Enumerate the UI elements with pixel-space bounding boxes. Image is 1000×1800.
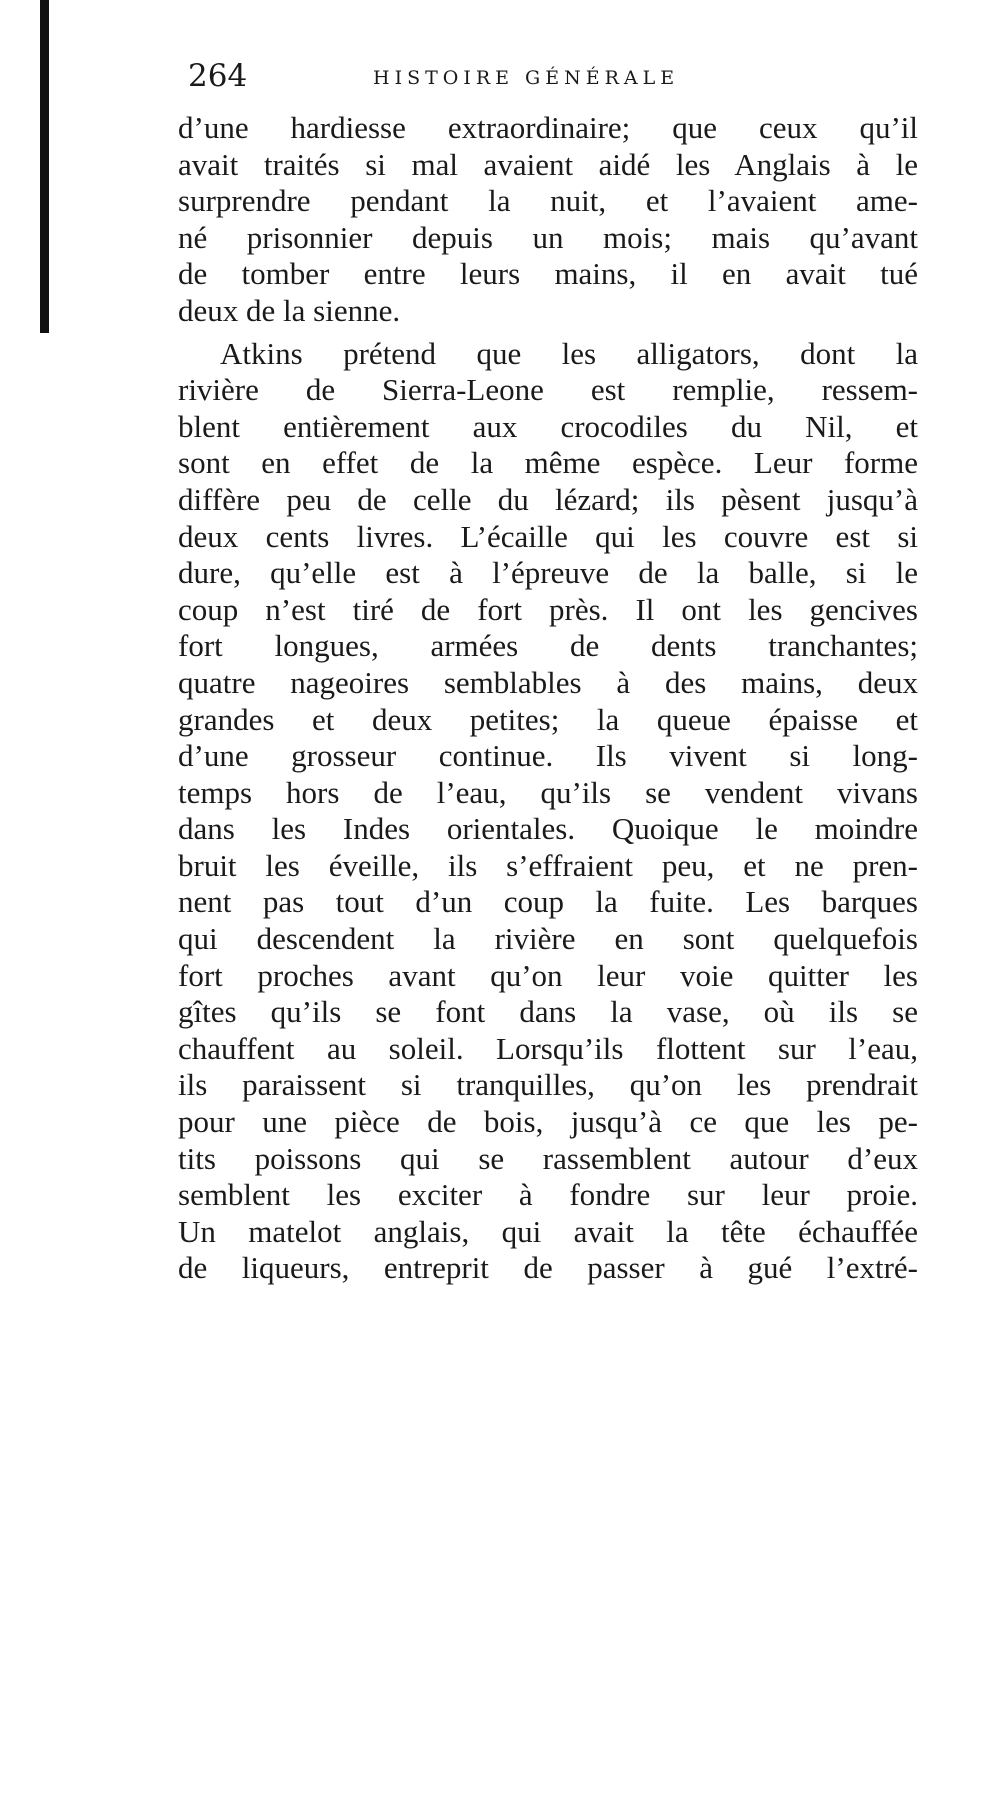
paragraph — [178, 336, 918, 1287]
text-line: quatre nageoires semblables à des mains, deux — [178, 664, 918, 700]
text-line: surprendre pendant la nuit, et l’avaient ame- — [178, 183, 918, 219]
running-head — [188, 58, 928, 98]
text-line: grandes et deux petites; la queue épaisse et — [178, 701, 918, 737]
text-line: chauffent au soleil. Lorsqu’ils flottent sur l’eau, — [178, 1030, 918, 1066]
text-line: ils paraissent si tranquilles, qu’on les prendrait — [178, 1067, 918, 1103]
text-line: diffère peu de celle du lézard; ils pèsent jusqu’à — [178, 481, 918, 517]
text-line: né prisonnier depuis un mois; mais qu’avant — [178, 219, 918, 255]
text-line: gîtes qu’ils se font dans la vase, où ils se — [178, 994, 918, 1030]
text-line: deux de la sienne. — [178, 292, 401, 328]
text-line: dure, qu’elle est à l’épreuve de la balle, si le — [178, 555, 918, 591]
text-line: Atkins prétend que les alligators, dont la — [220, 335, 918, 371]
text-line: coup n’est tiré de fort près. Il ont les gencives — [178, 591, 918, 627]
text-line: nent pas tout d’un coup la fuite. Les barques — [178, 884, 918, 920]
text-line: d’une grosseur continue. Ils vivent si long- — [178, 738, 918, 774]
text-line: avait traités si mal avaient aidé les Anglais à le — [178, 146, 918, 182]
text-line: Un matelot anglais, qui avait la tête échauffée — [178, 1213, 918, 1249]
running-title: HISTOIRE GÉNÉRALE — [373, 67, 680, 89]
binding-edge-shadow — [40, 0, 49, 333]
text-line: sont en effet de la même espèce. Leur forme — [178, 445, 918, 481]
text-line: temps hors de l’eau, qu’ils se vendent vivans — [178, 774, 918, 810]
text-line: qui descendent la rivière en sont quelquefois — [178, 921, 918, 957]
paragraph — [178, 110, 918, 330]
text-line: dans les Indes orientales. Quoique le moindre — [178, 811, 918, 847]
text-line: deux cents livres. L’écaille qui les couvre est si — [178, 518, 918, 554]
page-number: 264 — [188, 58, 248, 94]
text-line: bruit les éveille, ils s’effraient peu, et ne pren- — [178, 847, 918, 883]
text-line: tits poissons qui se rassemblent autour d’eux — [178, 1140, 918, 1176]
text-line: pour une pièce de bois, jusqu’à ce que les pe- — [178, 1104, 918, 1140]
text-line: semblent les exciter à fondre sur leur proie. — [178, 1177, 918, 1213]
body-text — [178, 110, 918, 1287]
text-line: de liqueurs, entreprit de passer à gué l’extré- — [178, 1250, 918, 1286]
text-line: rivière de Sierra-Leone est remplie, ressem- — [178, 372, 918, 408]
text-line: blent entièrement aux crocodiles du Nil, et — [178, 408, 918, 444]
text-line: fort longues, armées de dents tranchantes; — [178, 628, 918, 664]
text-line: de tomber entre leurs mains, il en avait tué — [178, 256, 918, 292]
text-line: fort proches avant qu’on leur voie quitter les — [178, 957, 918, 993]
text-line: d’une hardiesse extraordinaire; que ceux qu’il — [178, 110, 918, 145]
